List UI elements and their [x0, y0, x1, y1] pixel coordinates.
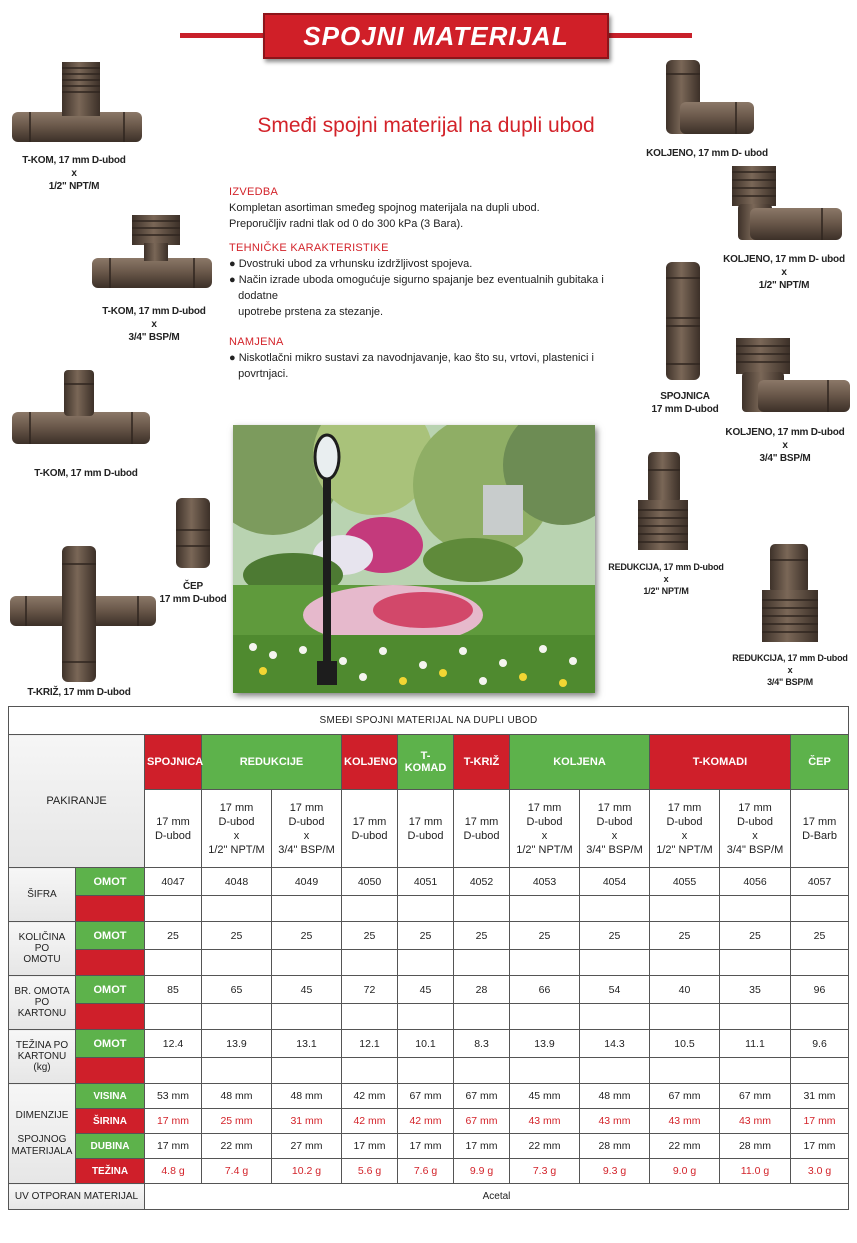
subheader-cell [650, 790, 720, 868]
table-cell: 4050 [342, 868, 398, 896]
table-cell: 25 [720, 922, 791, 950]
garden-photo [233, 425, 595, 693]
caption-spojnica: SPOJNICA 17 mm D-ubod [651, 391, 719, 415]
dimension-cell: 27 mm [272, 1134, 342, 1159]
subheader-line: 17 mm [352, 815, 387, 828]
red-marker-cell [76, 896, 145, 922]
subheader-cell [202, 790, 272, 868]
empty-cell [580, 896, 650, 922]
dimension-name: DUBINA [76, 1134, 145, 1159]
table-cell: 13.1 [272, 1030, 342, 1058]
row-label-line: (kg) [33, 1062, 51, 1073]
spec-table-wrap [8, 706, 848, 1210]
dimension-cell: 17 mm [342, 1134, 398, 1159]
dimension-cell: 22 mm [650, 1134, 720, 1159]
omot-label: OMOT [76, 976, 145, 1004]
dimension-label-line: MATERIJALA [11, 1145, 73, 1157]
empty-cell [791, 1058, 849, 1084]
table-cell: 66 [510, 976, 580, 1004]
dimension-cell: 67 mm [454, 1084, 510, 1109]
dimension-cell: 17 mm [145, 1109, 202, 1134]
table-cell: 4048 [202, 868, 272, 896]
empty-cell [202, 950, 272, 976]
empty-cell [791, 896, 849, 922]
subheader-cell [398, 790, 454, 868]
subheader-cell [510, 790, 580, 868]
subheader-line: D-ubod [666, 815, 703, 828]
spojnica-image [666, 262, 700, 380]
subheader-line: x [752, 829, 758, 842]
row-label-line: PO [34, 997, 50, 1008]
table-cell: 4047 [145, 868, 202, 896]
subheader-line: 17 mm [597, 801, 632, 814]
table-cell: 72 [342, 976, 398, 1004]
empty-cell [454, 950, 510, 976]
table-cell: 10.1 [398, 1030, 454, 1058]
tehnicke-line: dodatne [229, 290, 278, 302]
caption-tkriz: T-KRIŽ, 17 mm D-ubod [27, 687, 131, 698]
empty-cell [202, 1004, 272, 1030]
group-header: T-KOMADI [650, 735, 791, 790]
subheader-line: D-ubod [736, 815, 774, 828]
dimension-cell: 7.4 g [202, 1159, 272, 1184]
empty-cell [580, 1004, 650, 1030]
table-cell: 85 [145, 976, 202, 1004]
subheader-cell [454, 790, 510, 868]
table-row-blank [9, 896, 849, 922]
row-label [9, 922, 76, 976]
omot-label: OMOT [76, 1030, 145, 1058]
empty-cell [791, 1004, 849, 1030]
empty-cell [398, 896, 454, 922]
row-label-line: KARTONU [17, 1008, 67, 1019]
dimension-cell: 10.2 g [272, 1159, 342, 1184]
dimension-cell: 28 mm [720, 1134, 791, 1159]
empty-cell [650, 896, 720, 922]
table-body [9, 868, 849, 1084]
subheader-cell [791, 790, 849, 868]
tehnicke-line: ● Način izrade uboda omogućuje sigurno spajanje bez eventualnih gubitaka i [229, 274, 604, 286]
table-cell: 4051 [398, 868, 454, 896]
empty-cell [145, 1058, 202, 1084]
dimension-cell: 17 mm [145, 1134, 202, 1159]
dimension-label-line [11, 1122, 73, 1134]
subheader-line: x [541, 829, 548, 842]
table-cell: 11.1 [720, 1030, 791, 1058]
dimension-cell: 43 mm [650, 1109, 720, 1134]
dimension-cell: 25 mm [202, 1109, 272, 1134]
headline: Smeđi spojni materijal na dupli ubod [257, 114, 595, 137]
table-cell: 25 [580, 922, 650, 950]
empty-cell [510, 1058, 580, 1084]
omot-label: OMOT [76, 922, 145, 950]
subheader-line: 1/2" NPT/M [208, 843, 265, 856]
empty-cell [650, 1004, 720, 1030]
table-row [9, 1030, 849, 1058]
caption-redukcija-npt: REDUKCIJA, 17 mm D-ubod x 1/2" NPT/M [608, 562, 724, 596]
caption-koljeno: KOLJENO, 17 mm D- ubod [646, 148, 768, 159]
row-label [9, 868, 76, 922]
subheader-line: D-ubod [351, 829, 388, 842]
group-header: REDUKCIJE [202, 735, 342, 790]
dimension-cell: 42 mm [342, 1084, 398, 1109]
subheader-line: x [303, 829, 310, 842]
koljeno-npt-image [732, 166, 842, 240]
table-cell: 65 [202, 976, 272, 1004]
dimension-cell: 22 mm [202, 1134, 272, 1159]
dimension-cell: 48 mm [272, 1084, 342, 1109]
empty-cell [272, 1058, 342, 1084]
table-row [9, 868, 849, 896]
empty-cell [720, 896, 791, 922]
uv-row [9, 1184, 849, 1210]
subheader-line: D-ubod [407, 829, 444, 842]
table-cell: 8.3 [454, 1030, 510, 1058]
dimension-cell: 67 mm [720, 1084, 791, 1109]
subheader-line: 3/4" BSP/M [278, 843, 335, 856]
dimension-label [9, 1084, 76, 1184]
table-cell: 4057 [791, 868, 849, 896]
empty-cell [580, 950, 650, 976]
dimension-cell: 7.3 g [510, 1159, 580, 1184]
row-label-line: KOLIČINA [18, 932, 66, 943]
subheader-line: D-ubod [463, 829, 500, 842]
table-cell: 4053 [510, 868, 580, 896]
empty-cell [398, 950, 454, 976]
subheader-cell [145, 790, 202, 868]
table-row-blank [9, 1004, 849, 1030]
table-cell: 25 [398, 922, 454, 950]
redukcija-npt-image [638, 452, 688, 550]
tkriz-image [10, 546, 156, 682]
table-cell: 25 [510, 922, 580, 950]
subheader-line: 17 mm [464, 815, 499, 828]
dimension-cell: 48 mm [580, 1084, 650, 1109]
table-cell: 35 [720, 976, 791, 1004]
subheader-line: 17 mm [219, 801, 254, 814]
subheader-line: 17 mm [738, 801, 772, 814]
table-row-blank [9, 950, 849, 976]
empty-cell [454, 1004, 510, 1030]
redukcija-bsp-image [762, 544, 818, 642]
table-cell: 4055 [650, 868, 720, 896]
subheader-line: 17 mm [408, 815, 443, 828]
table-row-blank [9, 1058, 849, 1084]
group-header: SPOJNICA [145, 735, 202, 790]
table-cell: 12.4 [145, 1030, 202, 1058]
dimension-cell: 67 mm [650, 1084, 720, 1109]
subheader-line: 17 mm [289, 801, 324, 814]
table-cell: 25 [272, 922, 342, 950]
empty-cell [272, 896, 342, 922]
table-cell: 25 [650, 922, 720, 950]
empty-cell [580, 1058, 650, 1084]
empty-cell [398, 1058, 454, 1084]
uv-value: Acetal [145, 1184, 849, 1210]
table-cell: 13.9 [510, 1030, 580, 1058]
empty-cell [145, 1004, 202, 1030]
table-cell: 45 [398, 976, 454, 1004]
koljeno-image [666, 60, 754, 134]
empty-cell [510, 1004, 580, 1030]
dimension-cell: 28 mm [580, 1134, 650, 1159]
caption-koljeno-bsp: KOLJENO, 17 mm D-ubod x 3/4" BSP/M [725, 427, 845, 464]
empty-cell [650, 950, 720, 976]
empty-cell [720, 1058, 791, 1084]
row-label-line: KARTONU [17, 1051, 67, 1062]
subheader-line: x [681, 829, 688, 842]
subheader-line: D-ubod [526, 815, 563, 828]
empty-cell [791, 950, 849, 976]
group-header: T-KRIŽ [454, 735, 510, 790]
dimension-row [9, 1084, 849, 1109]
table-cell: 54 [580, 976, 650, 1004]
subheader-line: 17 mm [667, 801, 702, 814]
row-label-line: ŠIFRA [27, 889, 57, 900]
subheader-cell [720, 790, 791, 868]
dimension-row [9, 1134, 849, 1159]
page-title: SPOJNI MATERIJAL [263, 13, 609, 59]
row-label-line: PO [34, 943, 50, 954]
empty-cell [720, 950, 791, 976]
table-cell: 4056 [720, 868, 791, 896]
table-title: SMEĐI SPOJNI MATERIJAL NA DUPLI UBOD [9, 707, 849, 735]
empty-cell [145, 950, 202, 976]
dimension-cell: 9.0 g [650, 1159, 720, 1184]
dimension-cell: 42 mm [398, 1109, 454, 1134]
subheader-line: x [233, 829, 240, 842]
table-cell: 9.6 [791, 1030, 849, 1058]
empty-cell [720, 1004, 791, 1030]
group-header: KOLJENA [510, 735, 650, 790]
table-cell: 40 [650, 976, 720, 1004]
caption-koljeno-npt: KOLJENO, 17 mm D- ubod x 1/2" NPT/M [723, 254, 845, 291]
dimension-cell: 67 mm [454, 1109, 510, 1134]
dimension-cell: 48 mm [202, 1084, 272, 1109]
row-label [9, 1030, 76, 1084]
pakiranje-header: PAKIRANJE [9, 735, 145, 868]
subheader-cell [272, 790, 342, 868]
empty-cell [202, 1058, 272, 1084]
row-label-line: TEŽINA PO [15, 1040, 69, 1051]
empty-cell [272, 1004, 342, 1030]
table-cell: 12.1 [342, 1030, 398, 1058]
table-cell: 96 [791, 976, 849, 1004]
tkom-npt-image [12, 62, 142, 142]
dimension-cell: 31 mm [272, 1109, 342, 1134]
subheader-line: D-ubod [288, 815, 325, 828]
caption-tkom-npt: T-KOM, 17 mm D-ubod x 1/2" NPT/M [22, 155, 126, 192]
caption-redukcija-bsp: REDUKCIJA, 17 mm D-ubod x 3/4" BSP/M [732, 653, 848, 687]
dimension-body [9, 1084, 849, 1184]
dimension-cell: 22 mm [510, 1134, 580, 1159]
empty-cell [650, 1058, 720, 1084]
table-row [9, 922, 849, 950]
tehnicke-line: upotrebe prstena za stezanje. [229, 306, 384, 318]
omot-label: OMOT [76, 868, 145, 896]
izvedba-line: Kompletan asortiman smeđeg spojnog materijala na dupli ubod. [229, 202, 540, 214]
dimension-cell: 9.3 g [580, 1159, 650, 1184]
table-cell: 4049 [272, 868, 342, 896]
empty-cell [202, 896, 272, 922]
subheader-line: D-ubod [154, 829, 192, 842]
namjena-line: ● Niskotlačni mikro sustavi za navodnjavanje, kao što su, vrtovi, plastenici i [229, 352, 594, 364]
dimension-cell: 17 mm [454, 1134, 510, 1159]
table-cell: 10.5 [650, 1030, 720, 1058]
tehnicke-line: ● Dvostruki ubod za vrhunsku izdržljivost spojeva. [229, 258, 473, 270]
tkom-image [12, 370, 150, 444]
subheader-line: 3/4" BSP/M [586, 843, 643, 856]
subheader-line: D-ubod [596, 815, 633, 828]
izvedba-title: IZVEDBA [229, 186, 279, 198]
subheader-line: 1/2" NPT/M [656, 843, 713, 856]
group-header: ČEP [791, 735, 849, 790]
dimension-row [9, 1159, 849, 1184]
caption-cep: ČEP 17 mm D-ubod [159, 581, 227, 605]
dimension-cell: 45 mm [510, 1084, 580, 1109]
dimension-cell: 43 mm [510, 1109, 580, 1134]
subheader-line: 17 mm [527, 801, 562, 814]
subheader-line: 17 mm [156, 815, 190, 828]
caption-tkom-bsp: T-KOM, 17 mm D-ubod x 3/4" BSP/M [102, 306, 206, 343]
subheader-cell [342, 790, 398, 868]
row-label-line: BR. OMOTA [14, 986, 70, 997]
subheader-line: 3/4" BSP/M [726, 843, 784, 856]
dimension-cell: 7.6 g [398, 1159, 454, 1184]
dimension-cell: 9.9 g [454, 1159, 510, 1184]
izvedba-line: Preporučljiv radni tlak od 0 do 300 kPa (3 Bara). [229, 218, 464, 230]
group-header: KOLJENO [342, 735, 398, 790]
table-cell: 4054 [580, 868, 650, 896]
empty-cell [342, 896, 398, 922]
dimension-name: VISINA [76, 1084, 145, 1109]
uv-label: UV OTPORAN MATERIJAL [9, 1184, 145, 1210]
tkom-bsp-image [92, 215, 212, 288]
koljeno-bsp-image [736, 338, 850, 412]
dimension-label-line: SPOJNOG [17, 1133, 67, 1145]
dimension-cell: 53 mm [145, 1084, 202, 1109]
group-header-row [9, 735, 849, 790]
table-cell: 13.9 [202, 1030, 272, 1058]
dimension-cell: 3.0 g [791, 1159, 849, 1184]
dimension-cell: 31 mm [791, 1084, 849, 1109]
red-marker-cell [76, 950, 145, 976]
dimension-cell: 17 mm [791, 1109, 849, 1134]
table-cell: 25 [454, 922, 510, 950]
dimension-cell: 17 mm [398, 1134, 454, 1159]
table-cell: 25 [202, 922, 272, 950]
red-marker-cell [76, 1004, 145, 1030]
empty-cell [145, 896, 202, 922]
namjena-line: povrtnjaci. [229, 368, 289, 380]
dimension-cell: 5.6 g [342, 1159, 398, 1184]
subheader-line: 1/2" NPT/M [516, 843, 573, 856]
table-cell: 25 [342, 922, 398, 950]
subheader-line: D-ubod [218, 815, 255, 828]
dimension-cell: 17 mm [791, 1134, 849, 1159]
empty-cell [454, 896, 510, 922]
empty-cell [342, 1004, 398, 1030]
empty-cell [342, 950, 398, 976]
dimension-cell: 43 mm [580, 1109, 650, 1134]
red-marker-cell [76, 1058, 145, 1084]
empty-cell [454, 1058, 510, 1084]
dimension-cell: 43 mm [720, 1109, 791, 1134]
dimension-cell: 67 mm [398, 1084, 454, 1109]
table-row [9, 976, 849, 1004]
table-cell: 4052 [454, 868, 510, 896]
namjena-title: NAMJENA [229, 336, 284, 348]
table-cell: 25 [791, 922, 849, 950]
subheader-line: x [611, 829, 618, 842]
dimension-row [9, 1109, 849, 1134]
subheader-line: D-Barb [802, 829, 837, 842]
subheader-cell [580, 790, 650, 868]
tehnicke-title: TEHNIČKE KARAKTERISTIKE [229, 242, 389, 254]
empty-cell [342, 1058, 398, 1084]
empty-cell [510, 950, 580, 976]
cep-image [176, 498, 210, 568]
row-label-line: OMOTU [23, 954, 61, 965]
group-header: T-KOMAD [398, 735, 454, 790]
dimension-cell: 4.8 g [145, 1159, 202, 1184]
dimension-name: ŠIRINA [76, 1109, 145, 1134]
table-cell: 28 [454, 976, 510, 1004]
empty-cell [398, 1004, 454, 1030]
dimension-cell: 42 mm [342, 1109, 398, 1134]
empty-cell [510, 896, 580, 922]
row-label [9, 976, 76, 1030]
subheader-line: 17 mm [802, 815, 837, 828]
table-cell: 45 [272, 976, 342, 1004]
table-cell: 14.3 [580, 1030, 650, 1058]
caption-tkom: T-KOM, 17 mm D-ubod [34, 468, 138, 479]
dimension-name: TEŽINA [76, 1159, 145, 1184]
dimension-cell: 11.0 g [720, 1159, 791, 1184]
spec-table [8, 706, 849, 1210]
dimension-label-line: DIMENZIJE [15, 1109, 69, 1121]
table-cell: 25 [145, 922, 202, 950]
empty-cell [272, 950, 342, 976]
